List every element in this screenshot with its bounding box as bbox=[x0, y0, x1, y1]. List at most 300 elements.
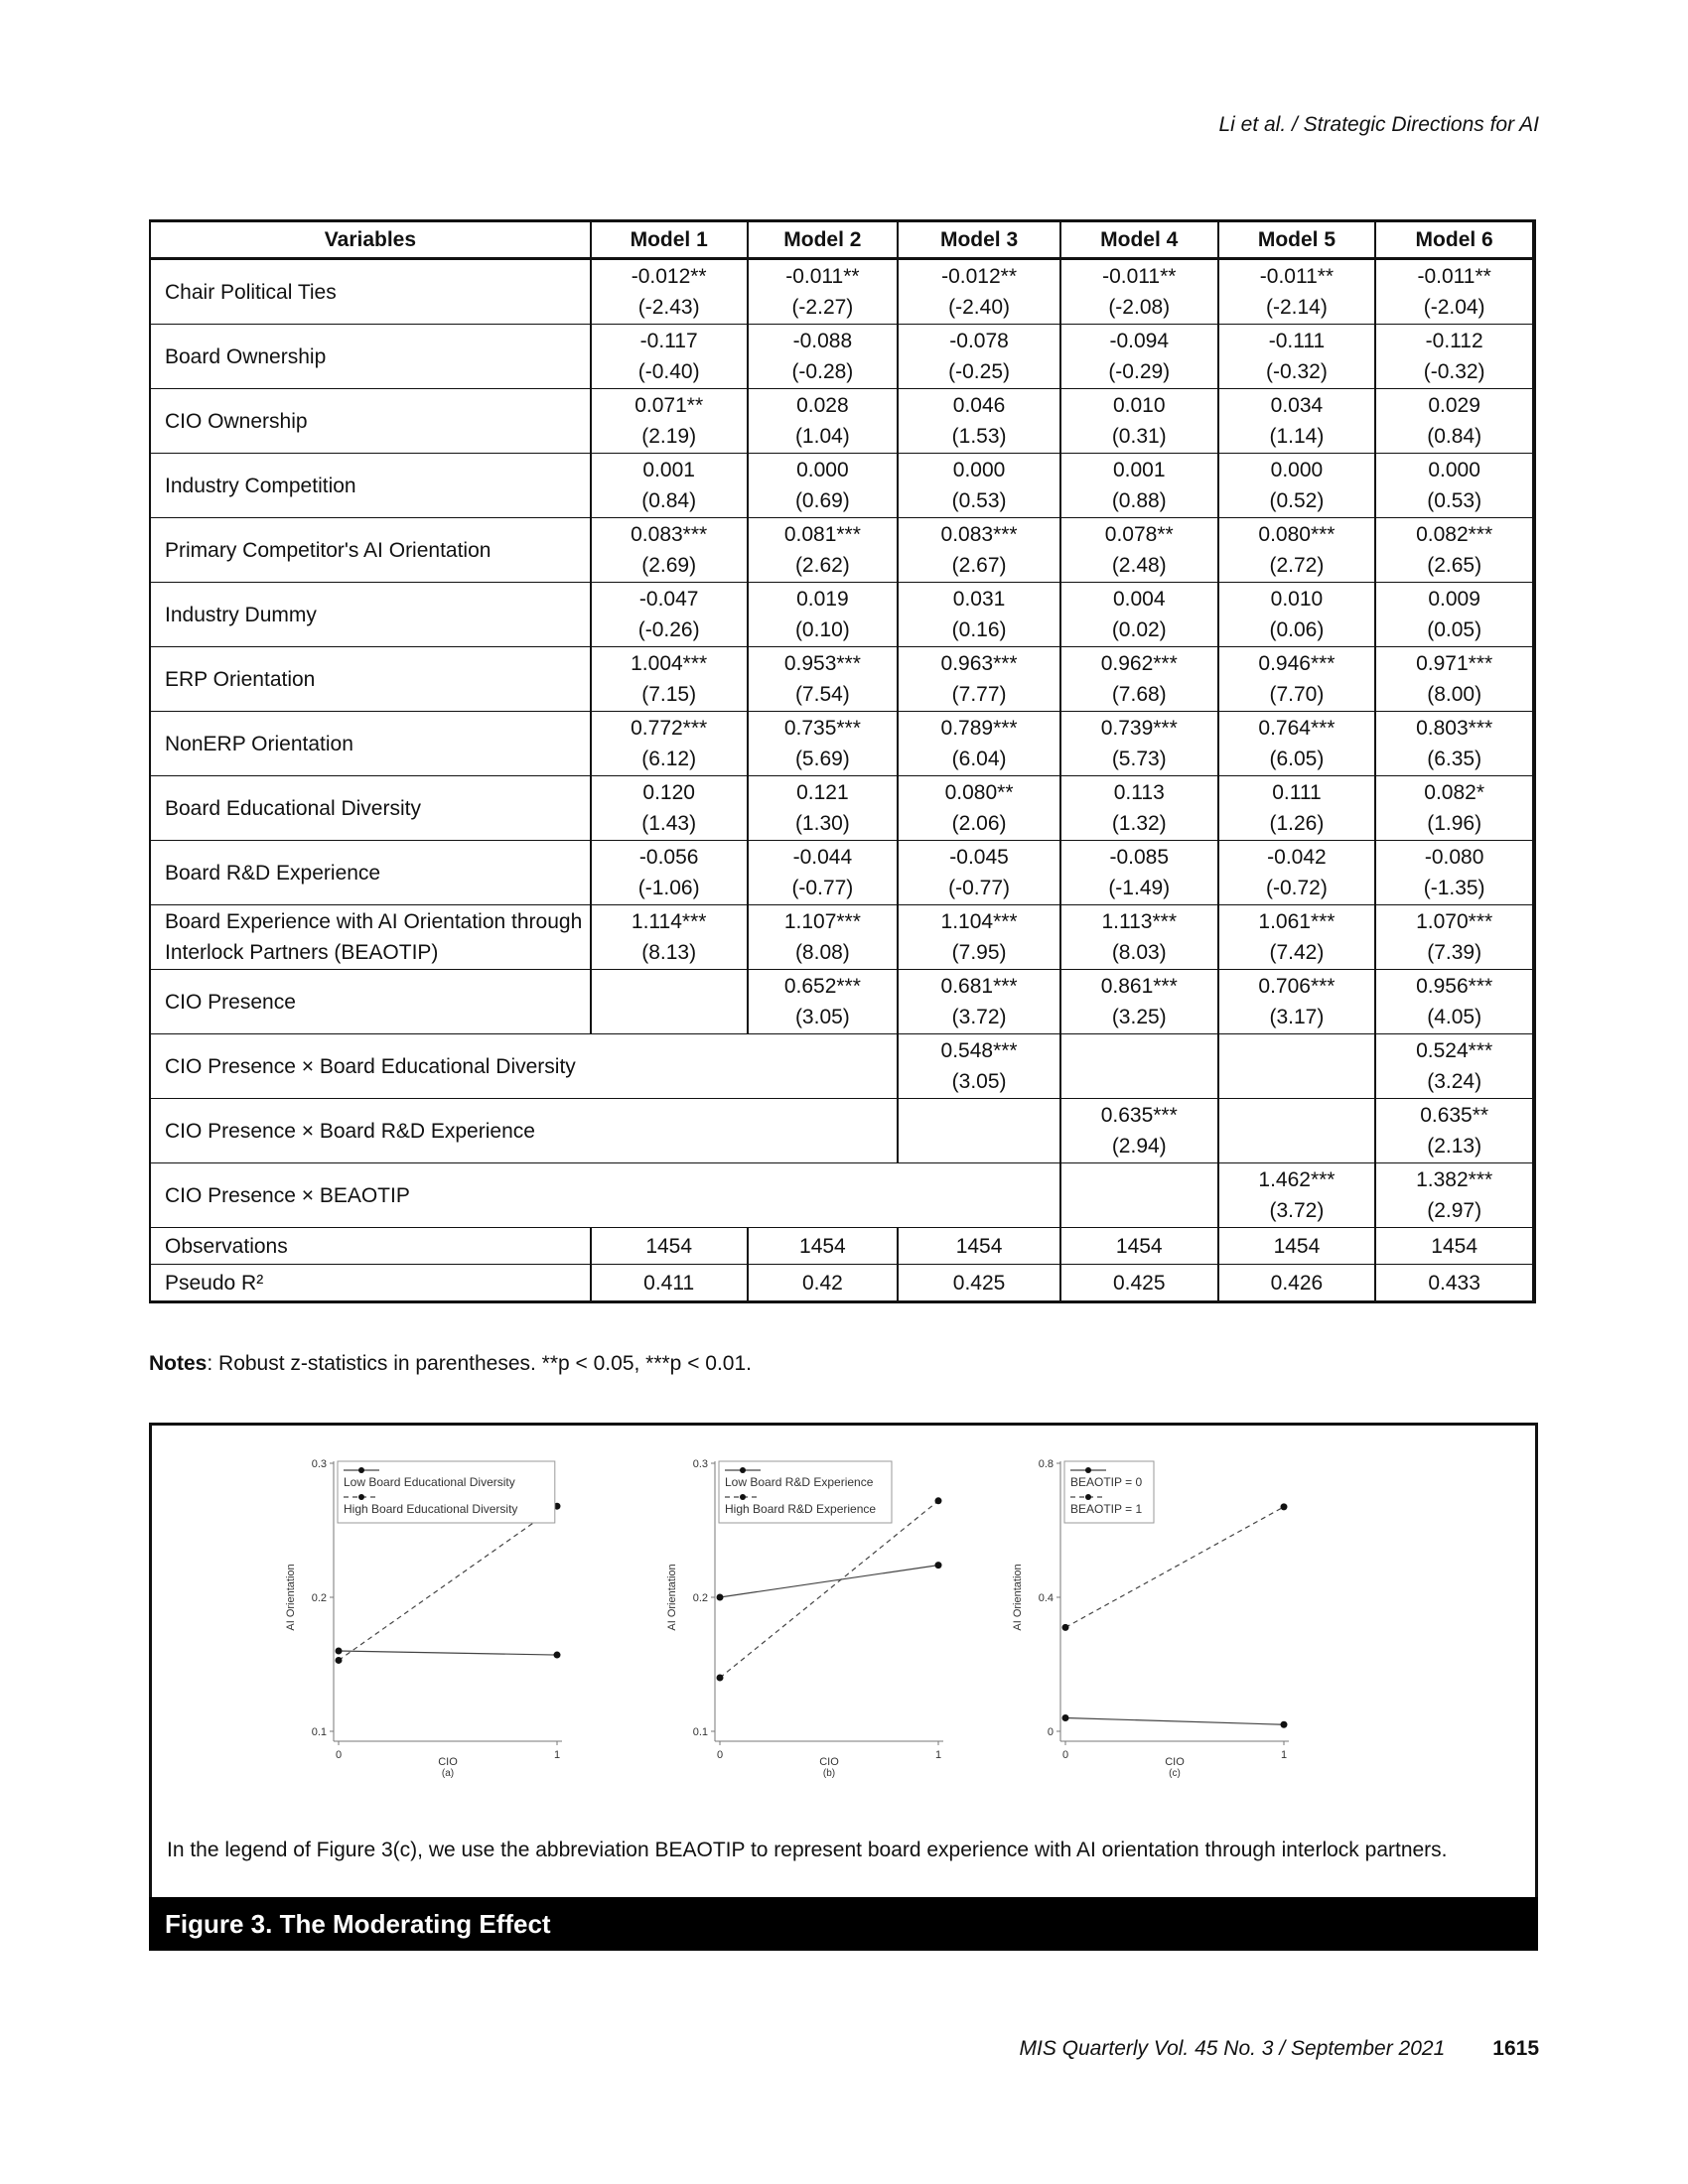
table-row bbox=[150, 389, 1534, 454]
coefficient-value: -0.045 bbox=[949, 846, 1009, 869]
y-axis-label: AI Orientation bbox=[666, 1564, 678, 1631]
z-statistic: (0.10) bbox=[794, 618, 850, 641]
coefficient-value: 0.081*** bbox=[783, 523, 861, 546]
coefficient-value: 1.070*** bbox=[1416, 910, 1493, 933]
z-statistic: (0.31) bbox=[1111, 425, 1167, 448]
x-tick-label: 0 bbox=[1061, 1749, 1069, 1761]
z-statistic: (8.08) bbox=[794, 941, 850, 964]
subfigure-label: (a) bbox=[441, 1768, 455, 1779]
chart-svg bbox=[660, 1433, 1018, 1831]
stat-cell: 1454 bbox=[1060, 1228, 1218, 1265]
z-statistic: (1.43) bbox=[641, 812, 697, 835]
coefficient-value: 0.010 bbox=[1112, 394, 1166, 417]
x-axis-label: CIO bbox=[1165, 1756, 1185, 1768]
coefficient-value: 0.953*** bbox=[783, 652, 861, 675]
coefficient-value: 1.104*** bbox=[940, 910, 1018, 933]
table-row bbox=[150, 325, 1534, 389]
table-row bbox=[150, 1265, 1534, 1302]
legend bbox=[719, 1461, 892, 1523]
row-label: CIO Presence bbox=[150, 970, 591, 1034]
y-tick-label: 0.2 bbox=[692, 1592, 708, 1604]
z-statistic: (2.06) bbox=[951, 812, 1007, 835]
stat-cell: 1454 bbox=[591, 1228, 748, 1265]
x-tick-label: 0 bbox=[335, 1749, 343, 1761]
coefficient-cell bbox=[898, 325, 1060, 389]
coefficient-cell bbox=[1375, 583, 1534, 647]
coefficient-value: -0.056 bbox=[638, 846, 699, 869]
coefficient-value: 0.029 bbox=[1428, 394, 1480, 417]
coefficient-value: 0.652*** bbox=[783, 975, 861, 998]
plot-b bbox=[660, 1433, 1018, 1831]
stat-cell: 0.425 bbox=[1060, 1265, 1218, 1302]
z-statistic: (2.94) bbox=[1111, 1135, 1167, 1158]
coefficient-cell bbox=[898, 389, 1060, 454]
page-number: 1615 bbox=[1492, 2037, 1539, 2060]
table-row bbox=[150, 647, 1534, 712]
z-statistic: (1.26) bbox=[1269, 812, 1325, 835]
stat-cell: 0.433 bbox=[1375, 1265, 1534, 1302]
row-label: Board R&D Experience bbox=[150, 841, 591, 905]
series-line bbox=[339, 1506, 557, 1660]
z-statistic: (1.96) bbox=[1427, 812, 1482, 835]
x-axis-label: CIO bbox=[819, 1756, 839, 1768]
z-statistic: (-0.25) bbox=[948, 360, 1010, 383]
coefficient-value: 0.019 bbox=[796, 588, 849, 611]
stat-cell: 0.42 bbox=[748, 1265, 899, 1302]
table-row bbox=[150, 583, 1534, 647]
stat-cell: 1454 bbox=[898, 1228, 1060, 1265]
column-header: Model 6 bbox=[1375, 221, 1534, 259]
coefficient-cell bbox=[898, 583, 1060, 647]
z-statistic: (-0.72) bbox=[1266, 877, 1328, 899]
stat-cell: 0.411 bbox=[591, 1265, 748, 1302]
coefficient-cell bbox=[591, 389, 748, 454]
coefficient-cell bbox=[1375, 1034, 1534, 1099]
y-tick-label: 0.1 bbox=[311, 1726, 327, 1738]
coefficient-value: 1.382*** bbox=[1416, 1168, 1493, 1191]
coefficient-value: -0.094 bbox=[1109, 330, 1170, 352]
z-statistic: (-0.32) bbox=[1266, 360, 1328, 383]
y-axis-label: AI Orientation bbox=[285, 1564, 297, 1631]
coefficient-cell bbox=[748, 259, 899, 325]
table-row bbox=[150, 1034, 1534, 1099]
coefficient-cell bbox=[748, 776, 899, 841]
coefficient-value: 1.462*** bbox=[1258, 1168, 1336, 1191]
x-axis-label: CIO bbox=[438, 1756, 458, 1768]
coefficient-cell bbox=[1218, 259, 1376, 325]
z-statistic: (0.16) bbox=[951, 618, 1007, 641]
coefficient-cell bbox=[1060, 1034, 1218, 1099]
coefficient-cell bbox=[1218, 970, 1376, 1034]
coefficient-value: 0.010 bbox=[1270, 588, 1324, 611]
legend-label: High Board R&D Experience bbox=[725, 1502, 877, 1516]
coefficient-cell bbox=[1060, 970, 1218, 1034]
data-point bbox=[336, 1657, 343, 1664]
coefficient-value: 0.080** bbox=[944, 781, 1014, 804]
coefficient-cell bbox=[898, 1099, 1060, 1163]
coefficient-value: 0.962*** bbox=[1100, 652, 1178, 675]
table-row bbox=[150, 1228, 1534, 1265]
z-statistic: (7.68) bbox=[1111, 683, 1167, 706]
z-statistic: (0.88) bbox=[1111, 489, 1167, 512]
coefficient-cell bbox=[591, 970, 748, 1034]
coefficient-value: 0.000 bbox=[796, 459, 849, 481]
coefficient-cell bbox=[1218, 1034, 1376, 1099]
table-row bbox=[150, 970, 1534, 1034]
z-statistic: (-1.49) bbox=[1108, 877, 1171, 899]
z-statistic: (4.05) bbox=[1427, 1006, 1482, 1028]
data-point bbox=[717, 1675, 724, 1682]
z-statistic: (2.97) bbox=[1427, 1199, 1482, 1222]
z-statistic: (1.14) bbox=[1269, 425, 1325, 448]
stat-cell: 1454 bbox=[1375, 1228, 1534, 1265]
coefficient-value: 0.078** bbox=[1104, 523, 1174, 546]
coefficient-cell bbox=[898, 776, 1060, 841]
x-tick-label: 0 bbox=[716, 1749, 724, 1761]
page-footer bbox=[1020, 2037, 1540, 2061]
coefficient-cell bbox=[1218, 389, 1376, 454]
legend-marker bbox=[1085, 1467, 1091, 1473]
coefficient-value: 0.028 bbox=[796, 394, 849, 417]
coefficient-cell bbox=[1060, 454, 1218, 518]
legend-label: BEAOTIP = 1 bbox=[1070, 1502, 1143, 1516]
coefficient-value: 1.114*** bbox=[631, 910, 707, 933]
coefficient-cell bbox=[1060, 1163, 1218, 1228]
coefficient-cell bbox=[591, 905, 748, 970]
coefficient-value: -0.078 bbox=[949, 330, 1009, 352]
plot-a bbox=[279, 1433, 636, 1831]
subfigure-label: (c) bbox=[1169, 1768, 1181, 1779]
z-statistic: (0.53) bbox=[951, 489, 1007, 512]
row-label: Primary Competitor's AI Orientation bbox=[150, 518, 591, 583]
z-statistic: (3.25) bbox=[1111, 1006, 1167, 1028]
coefficient-cell bbox=[591, 259, 748, 325]
z-statistic: (-0.29) bbox=[1108, 360, 1171, 383]
z-statistic: (6.12) bbox=[641, 748, 697, 770]
figure-panel bbox=[149, 1423, 1538, 1903]
z-statistic: (2.48) bbox=[1111, 554, 1167, 577]
coefficient-cell bbox=[1218, 454, 1376, 518]
z-statistic: (-2.40) bbox=[948, 296, 1010, 319]
coefficient-value: 0.764*** bbox=[1258, 717, 1336, 740]
z-statistic: (3.72) bbox=[951, 1006, 1007, 1028]
z-statistic: (1.30) bbox=[794, 812, 850, 835]
z-statistic: (-0.32) bbox=[1423, 360, 1485, 383]
coefficient-cell bbox=[1060, 325, 1218, 389]
z-statistic: (3.17) bbox=[1269, 1006, 1325, 1028]
z-statistic: (2.62) bbox=[794, 554, 850, 577]
coefficient-cell bbox=[748, 647, 899, 712]
z-statistic: (-2.14) bbox=[1266, 296, 1328, 319]
coefficient-value: -0.088 bbox=[792, 330, 853, 352]
z-statistic: (-0.28) bbox=[791, 360, 854, 383]
row-label: Board Ownership bbox=[150, 325, 591, 389]
coefficient-value: 0.113 bbox=[1113, 781, 1165, 804]
coefficient-value: 0.009 bbox=[1428, 588, 1480, 611]
series-line bbox=[720, 1566, 938, 1597]
row-label: NonERP Orientation bbox=[150, 712, 591, 776]
z-statistic: (-2.04) bbox=[1423, 296, 1485, 319]
coefficient-value: 0.001 bbox=[1112, 459, 1166, 481]
legend-label: High Board Educational Diversity bbox=[344, 1502, 518, 1516]
coefficient-value: 0.082*** bbox=[1416, 523, 1493, 546]
z-statistic: (2.65) bbox=[1427, 554, 1482, 577]
z-statistic: (7.42) bbox=[1269, 941, 1325, 964]
table-row bbox=[150, 841, 1534, 905]
stat-cell: 1454 bbox=[1218, 1228, 1376, 1265]
coefficient-cell bbox=[591, 583, 748, 647]
data-point bbox=[554, 1652, 561, 1659]
column-header: Model 4 bbox=[1060, 221, 1218, 259]
coefficient-value: 0.971*** bbox=[1416, 652, 1493, 675]
z-statistic: (-1.35) bbox=[1423, 877, 1485, 899]
coefficient-cell bbox=[591, 647, 748, 712]
row-label: Board Experience with AI Orientation through Interlock Partners (BEAOTIP) bbox=[150, 905, 591, 970]
table-row bbox=[150, 1099, 1534, 1163]
coefficient-value: 0.803*** bbox=[1416, 717, 1493, 740]
journal-citation: MIS Quarterly Vol. 45 No. 3 / September 2021 bbox=[1019, 2037, 1446, 2060]
data-point bbox=[935, 1497, 942, 1504]
legend-marker bbox=[740, 1494, 746, 1500]
z-statistic: (2.69) bbox=[641, 554, 697, 577]
row-label: Observations bbox=[150, 1228, 591, 1265]
coefficient-cell bbox=[748, 325, 899, 389]
z-statistic: (5.69) bbox=[794, 748, 850, 770]
coefficient-cell bbox=[748, 454, 899, 518]
z-statistic: (7.95) bbox=[951, 941, 1007, 964]
data-point bbox=[1062, 1714, 1069, 1721]
coefficient-value: 0.000 bbox=[1428, 459, 1480, 481]
coefficient-value: -0.011** bbox=[785, 265, 860, 288]
coefficient-value: 0.083*** bbox=[631, 523, 708, 546]
coefficient-cell bbox=[898, 970, 1060, 1034]
z-statistic: (5.73) bbox=[1111, 748, 1167, 770]
legend-label: Low Board Educational Diversity bbox=[344, 1475, 515, 1489]
row-label: Chair Political Ties bbox=[150, 259, 591, 325]
coefficient-value: -0.047 bbox=[638, 588, 699, 611]
z-statistic: (7.77) bbox=[951, 683, 1007, 706]
z-statistic: (7.70) bbox=[1269, 683, 1325, 706]
coefficient-cell bbox=[1060, 647, 1218, 712]
z-statistic: (-2.27) bbox=[791, 296, 854, 319]
coefficient-cell bbox=[1060, 841, 1218, 905]
coefficient-cell bbox=[748, 905, 899, 970]
regression-table bbox=[149, 219, 1536, 1303]
series-line bbox=[720, 1501, 938, 1678]
coefficient-value: 0.121 bbox=[796, 781, 849, 804]
row-label: CIO Presence × BEAOTIP bbox=[150, 1163, 1060, 1228]
coefficient-cell bbox=[1375, 518, 1534, 583]
y-tick-label: 0.1 bbox=[692, 1726, 708, 1738]
z-statistic: (-2.43) bbox=[637, 296, 700, 319]
coefficient-cell bbox=[1218, 712, 1376, 776]
x-tick-label: 1 bbox=[1280, 1749, 1288, 1761]
z-statistic: (8.13) bbox=[641, 941, 697, 964]
coefficient-cell bbox=[1060, 1099, 1218, 1163]
coefficient-value: 0.004 bbox=[1112, 588, 1166, 611]
z-statistic: (7.54) bbox=[794, 683, 850, 706]
legend bbox=[1064, 1461, 1154, 1523]
row-label: Industry Competition bbox=[150, 454, 591, 518]
coefficient-cell bbox=[1375, 1099, 1534, 1163]
legend-marker bbox=[358, 1494, 364, 1500]
coefficient-cell bbox=[1060, 776, 1218, 841]
z-statistic: (-2.08) bbox=[1108, 296, 1171, 319]
legend-marker bbox=[740, 1467, 746, 1473]
coefficient-cell bbox=[591, 841, 748, 905]
z-statistic: (0.84) bbox=[1427, 425, 1482, 448]
coefficient-cell bbox=[898, 905, 1060, 970]
series-line bbox=[1065, 1718, 1284, 1725]
z-statistic: (8.00) bbox=[1427, 683, 1482, 706]
row-label: CIO Presence × Board Educational Diversity bbox=[150, 1034, 898, 1099]
z-statistic: (3.24) bbox=[1427, 1070, 1482, 1093]
coefficient-cell bbox=[748, 712, 899, 776]
row-label: Pseudo R² bbox=[150, 1265, 591, 1302]
y-tick-label: 0.3 bbox=[692, 1458, 708, 1470]
running-head: Li et al. / Strategic Directions for AI bbox=[1218, 113, 1539, 136]
y-tick-label: 0 bbox=[1047, 1726, 1054, 1738]
coefficient-cell bbox=[1375, 905, 1534, 970]
coefficient-value: 0.083*** bbox=[940, 523, 1018, 546]
z-statistic: (3.05) bbox=[794, 1006, 850, 1028]
coefficient-value: 0.739*** bbox=[1100, 717, 1178, 740]
z-statistic: (7.15) bbox=[641, 683, 697, 706]
z-statistic: (-0.26) bbox=[637, 618, 700, 641]
coefficient-cell bbox=[1060, 259, 1218, 325]
table-row bbox=[150, 454, 1534, 518]
y-tick-label: 0.3 bbox=[311, 1458, 327, 1470]
coefficient-cell bbox=[1375, 389, 1534, 454]
z-statistic: (3.72) bbox=[1269, 1199, 1325, 1222]
stat-cell: 0.425 bbox=[898, 1265, 1060, 1302]
y-axis-label: AI Orientation bbox=[1012, 1564, 1024, 1631]
z-statistic: (2.19) bbox=[641, 425, 697, 448]
coefficient-cell bbox=[591, 776, 748, 841]
coefficient-value: 0.681*** bbox=[940, 975, 1018, 998]
series-line bbox=[1065, 1507, 1284, 1628]
table-row bbox=[150, 259, 1534, 325]
coefficient-value: 0.706*** bbox=[1258, 975, 1336, 998]
coefficient-value: 0.772*** bbox=[631, 717, 708, 740]
coefficient-value: 0.789*** bbox=[940, 717, 1018, 740]
subfigure-label: (b) bbox=[822, 1768, 836, 1779]
coefficient-value: 0.001 bbox=[642, 459, 695, 481]
coefficient-cell bbox=[1218, 1163, 1376, 1228]
coefficient-value: -0.012** bbox=[941, 265, 1018, 288]
coefficient-value: 0.946*** bbox=[1258, 652, 1336, 675]
coefficient-cell bbox=[1375, 325, 1534, 389]
coefficient-cell bbox=[748, 970, 899, 1034]
coefficient-cell bbox=[1375, 259, 1534, 325]
coefficient-cell bbox=[1060, 712, 1218, 776]
coefficient-value: 0.635*** bbox=[1100, 1104, 1178, 1127]
notes-text: : Robust z-statistics in parentheses. **p < 0.05, ***p < 0.01. bbox=[207, 1352, 753, 1375]
series-line bbox=[339, 1651, 557, 1655]
legend-label: Low Board R&D Experience bbox=[725, 1475, 874, 1489]
coefficient-cell bbox=[591, 454, 748, 518]
coefficient-value: 0.861*** bbox=[1100, 975, 1178, 998]
data-point bbox=[717, 1594, 724, 1601]
coefficient-cell bbox=[1218, 325, 1376, 389]
z-statistic: (3.05) bbox=[951, 1070, 1007, 1093]
table-row bbox=[150, 905, 1534, 970]
z-statistic: (2.67) bbox=[951, 554, 1007, 577]
coefficient-cell bbox=[1218, 647, 1376, 712]
coefficient-value: -0.085 bbox=[1109, 846, 1170, 869]
coefficient-value: 0.000 bbox=[952, 459, 1006, 481]
z-statistic: (0.52) bbox=[1269, 489, 1325, 512]
coefficient-value: -0.080 bbox=[1424, 846, 1484, 869]
coefficient-value: -0.112 bbox=[1425, 330, 1483, 352]
z-statistic: (6.05) bbox=[1269, 748, 1325, 770]
y-tick-label: 0.4 bbox=[1038, 1592, 1054, 1604]
column-header: Model 1 bbox=[591, 221, 748, 259]
data-point bbox=[1062, 1624, 1069, 1631]
coefficient-value: -0.111 bbox=[1268, 330, 1326, 352]
coefficient-value: 0.082* bbox=[1424, 781, 1484, 804]
coefficient-cell bbox=[1060, 518, 1218, 583]
coefficient-cell bbox=[1218, 841, 1376, 905]
coefficient-cell bbox=[1218, 1099, 1376, 1163]
coefficient-cell bbox=[1218, 518, 1376, 583]
x-tick-label: 1 bbox=[553, 1749, 561, 1761]
table-row bbox=[150, 518, 1534, 583]
coefficient-cell bbox=[748, 583, 899, 647]
coefficient-cell bbox=[898, 647, 1060, 712]
stat-cell: 0.426 bbox=[1218, 1265, 1376, 1302]
z-statistic: (0.02) bbox=[1111, 618, 1167, 641]
coefficient-cell bbox=[1060, 905, 1218, 970]
row-label: ERP Orientation bbox=[150, 647, 591, 712]
coefficient-value: 0.120 bbox=[642, 781, 695, 804]
coefficient-value: 1.107*** bbox=[783, 910, 861, 933]
data-point bbox=[935, 1562, 942, 1569]
coefficient-cell bbox=[1218, 583, 1376, 647]
z-statistic: (-0.77) bbox=[948, 877, 1010, 899]
z-statistic: (1.32) bbox=[1111, 812, 1167, 835]
coefficient-cell bbox=[748, 389, 899, 454]
z-statistic: (6.35) bbox=[1427, 748, 1482, 770]
coefficient-value: 0.046 bbox=[952, 394, 1006, 417]
coefficient-cell bbox=[1375, 712, 1534, 776]
coefficient-value: -0.012** bbox=[631, 265, 707, 288]
coefficient-cell bbox=[1375, 841, 1534, 905]
z-statistic: (2.13) bbox=[1427, 1135, 1482, 1158]
coefficient-value: -0.011** bbox=[1259, 265, 1335, 288]
coefficient-cell bbox=[748, 841, 899, 905]
row-label: CIO Presence × Board R&D Experience bbox=[150, 1099, 898, 1163]
y-tick-label: 0.8 bbox=[1038, 1458, 1054, 1470]
coefficient-cell bbox=[1375, 1163, 1534, 1228]
table-notes bbox=[149, 1352, 752, 1376]
coefficient-value: 0.080*** bbox=[1258, 523, 1336, 546]
z-statistic: (0.06) bbox=[1269, 618, 1325, 641]
coefficient-value: 0.034 bbox=[1270, 394, 1324, 417]
coefficient-cell bbox=[1060, 389, 1218, 454]
table-header-row bbox=[150, 221, 1534, 259]
coefficient-value: 0.735*** bbox=[783, 717, 861, 740]
coefficient-cell bbox=[591, 518, 748, 583]
data-point bbox=[336, 1648, 343, 1655]
z-statistic: (0.05) bbox=[1427, 618, 1482, 641]
table-row bbox=[150, 1163, 1534, 1228]
chart-svg bbox=[1006, 1433, 1363, 1831]
row-label: CIO Ownership bbox=[150, 389, 591, 454]
figure-title: Figure 3. The Moderating Effect bbox=[149, 1897, 1538, 1951]
coefficient-cell bbox=[898, 518, 1060, 583]
column-header: Model 3 bbox=[898, 221, 1060, 259]
